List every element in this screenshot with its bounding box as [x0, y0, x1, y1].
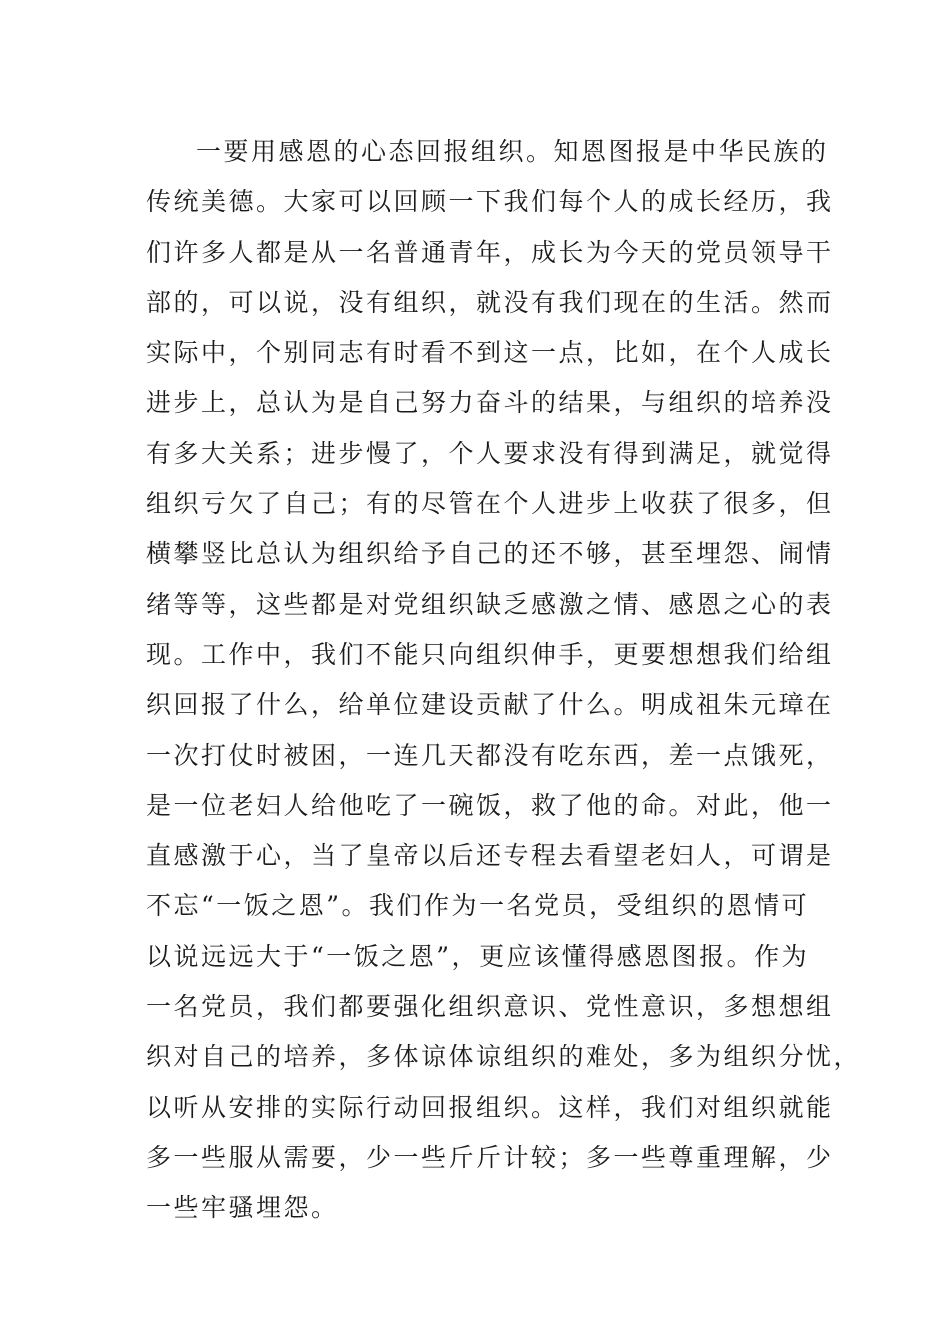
- paragraph-line: 现。工作中，我们不能只向组织伸手，更要想想我们给组: [146, 639, 834, 669]
- paragraph-line: 进步上，总认为是自己努力奋斗的结果，与组织的培养没: [146, 388, 834, 418]
- paragraph-line: 传统美德。大家可以回顾一下我们每个人的成长经历，我: [146, 187, 834, 217]
- paragraph-line: 横攀竖比总认为组织给予自己的还不够，甚至埋怨、闹情: [146, 539, 834, 569]
- paragraph-line: 一名党员，我们都要强化组织意识、党性意识，多想想组: [146, 992, 834, 1022]
- paragraph-line: 织对自己的培养，多体谅体谅组织的难处，多为组织分忧，: [146, 1042, 862, 1072]
- paragraph-line: 一要用感恩的心态回报组织。知恩图报是中华民族的: [196, 137, 829, 166]
- paragraph-line: 部的，可以说，没有组织，就没有我们现在的生活。然而: [146, 287, 834, 317]
- paragraph-line: 一些牢骚埋怨。: [146, 1193, 339, 1223]
- paragraph-line: 织回报了什么，给单位建设贡献了什么。明成祖朱元璋在: [146, 690, 834, 720]
- paragraph-line: 们许多人都是从一名普通青年，成长为今天的党员领导干: [146, 237, 834, 267]
- paragraph-line: 有多大关系；进步慢了，个人要求没有得到满足，就觉得: [146, 438, 834, 468]
- paragraph-line: 以说远远大于“一饭之恩”，更应该懂得感恩图报。作为: [146, 941, 810, 971]
- paragraph-line: 组织亏欠了自己；有的尽管在个人进步上收获了很多，但: [146, 489, 834, 519]
- paragraph-line: 直感激于心，当了皇帝以后还专程去看望老妇人，可谓是: [146, 841, 834, 871]
- paragraph-line: 实际中，个别同志有时看不到这一点，比如，在个人成长: [146, 338, 834, 368]
- body-paragraph: [146, 127, 862, 1234]
- paragraph-line: 多一些服从需要，少一些斤斤计较；多一些尊重理解，少: [146, 1142, 834, 1172]
- paragraph-line: 不忘“一饭之恩”。我们作为一名党员，受组织的恩情可: [146, 891, 810, 921]
- paragraph-line: 以听从安排的实际行动回报组织。这样，我们对组织就能: [146, 1092, 834, 1122]
- paragraph-line: 是一位老妇人给他吃了一碗饭，救了他的命。对此，他一: [146, 790, 834, 820]
- paragraph-line: 一次打仗时被困，一连几天都没有吃东西，差一点饿死，: [146, 740, 834, 770]
- paragraph-line: 绪等等，这些都是对党组织缺乏感激之情、感恩之心的表: [146, 589, 834, 619]
